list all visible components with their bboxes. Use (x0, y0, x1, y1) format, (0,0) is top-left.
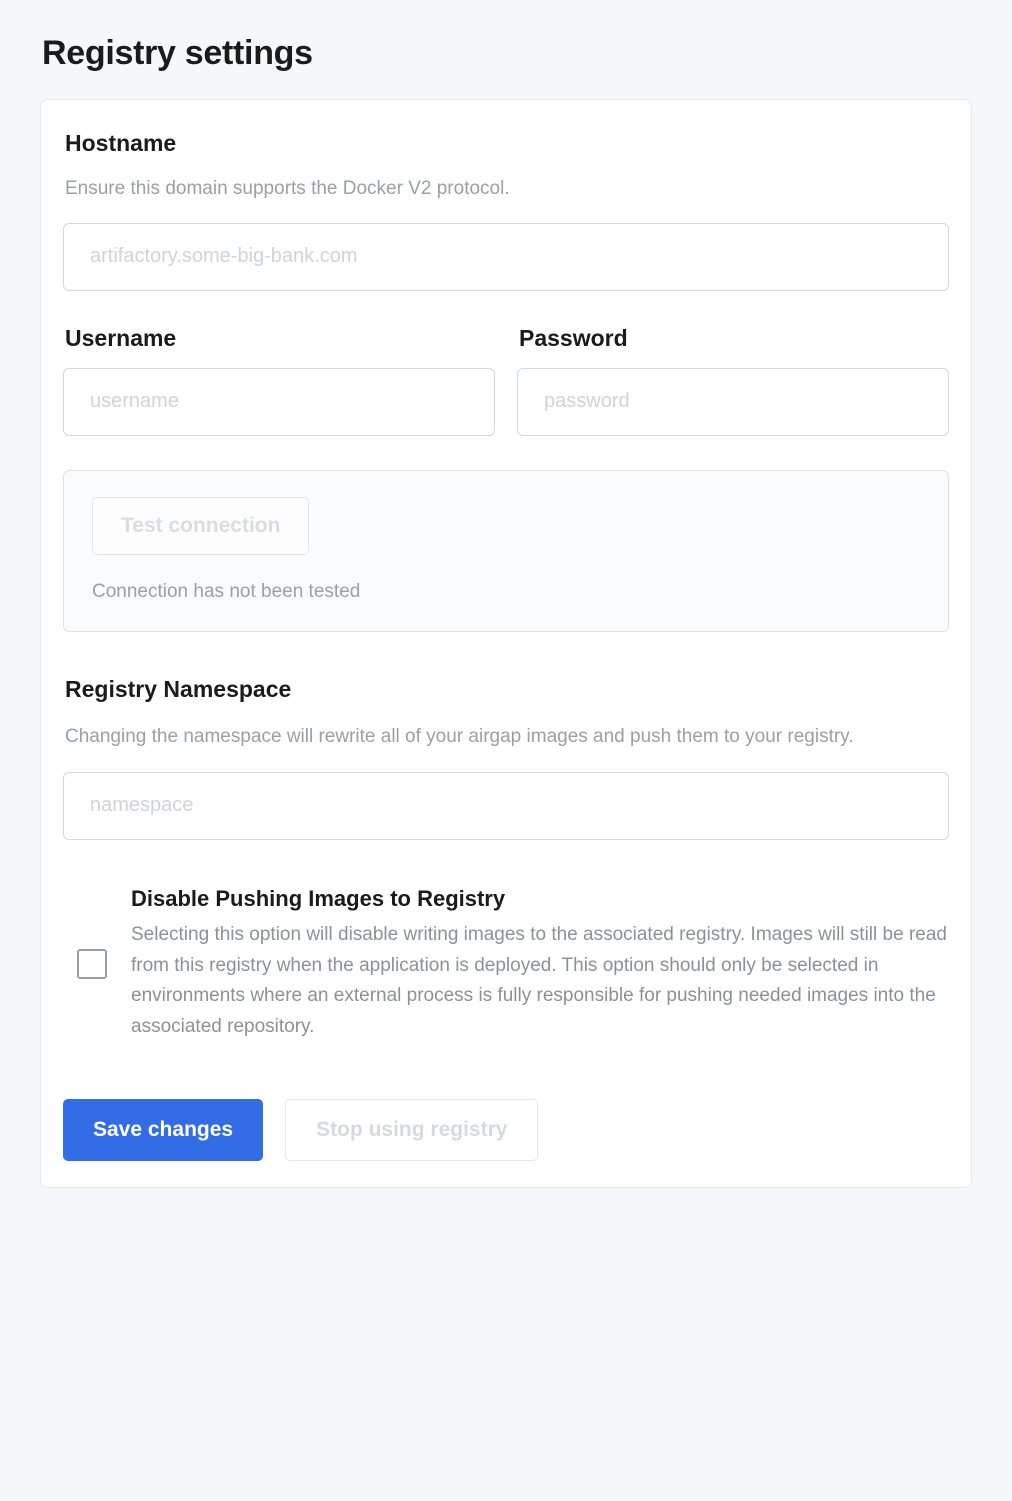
password-label: Password (519, 324, 628, 351)
registry-namespace-label: Registry Namespace (65, 675, 292, 702)
page-title: Registry settings (42, 34, 313, 72)
hostname-input[interactable] (63, 223, 949, 291)
test-connection-panel (63, 470, 949, 632)
password-input[interactable] (517, 368, 949, 436)
disable-push-body (131, 886, 949, 1043)
username-label: Username (65, 324, 177, 351)
disable-push-title: Disable Pushing Images to Registry (131, 885, 506, 911)
save-changes-button[interactable]: Save changes (63, 1099, 263, 1161)
password-group (517, 325, 949, 436)
username-input[interactable] (63, 368, 495, 436)
disable-push-checkbox[interactable] (77, 949, 107, 979)
test-connection-button[interactable]: Test connection (92, 497, 309, 555)
disable-push-row[interactable] (63, 886, 949, 1043)
username-group (63, 325, 495, 436)
registry-namespace-input[interactable] (63, 772, 949, 840)
registry-settings-card (40, 99, 972, 1188)
registry-namespace-help-text: Changing the namespace will rewrite all of your airgap images and push them to your registry. (65, 725, 854, 747)
connection-status-text: Connection has not been tested (92, 580, 361, 602)
form-actions (63, 1099, 949, 1161)
stop-using-registry-button[interactable]: Stop using registry (285, 1099, 538, 1161)
disable-push-description: Selecting this option will disable writing images to the associated registry. Images will still be read from this registry when the application is deployed. This option should only be selected in environments where an external process is fully responsible for pushing needed images into the associated repository. (131, 923, 947, 1038)
hostname-label: Hostname (65, 130, 177, 156)
credentials-row (63, 325, 949, 436)
hostname-help-text: Ensure this domain supports the Docker V2 protocol. (65, 178, 510, 199)
